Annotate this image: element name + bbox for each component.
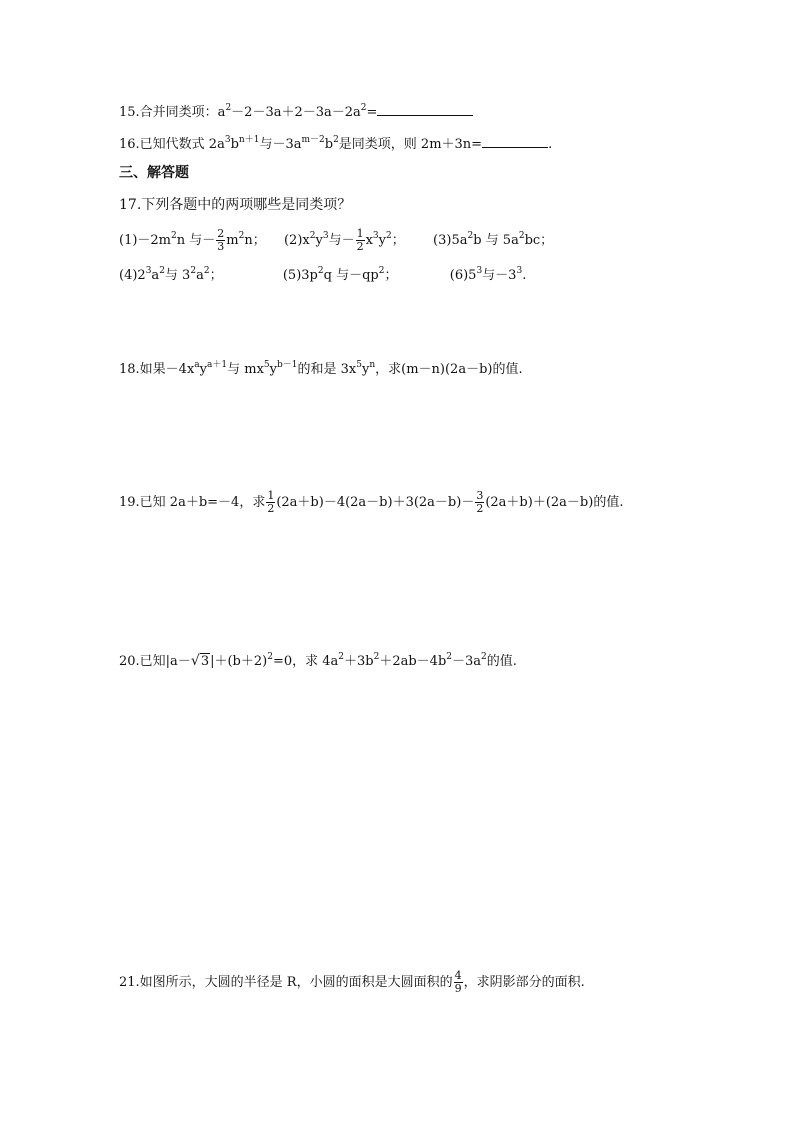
text: ，求阴影部分的面积.: [463, 975, 585, 990]
text: y: [361, 362, 370, 377]
text: (4)2: [119, 268, 146, 283]
q16-text: b: [324, 137, 334, 152]
text: (1)－2m: [119, 233, 172, 248]
exponent: b－1: [277, 360, 298, 370]
section-title: 三、解答题: [119, 165, 189, 181]
text: .: [522, 268, 527, 283]
text: ；: [209, 268, 223, 283]
question-15: [119, 101, 473, 123]
exponent: a＋1: [207, 360, 228, 370]
exponent: 5: [356, 360, 362, 370]
denominator: 3: [217, 240, 225, 253]
q17-item-6: [450, 268, 527, 283]
text: =0，求 4a: [272, 654, 339, 669]
q17-stem-text: 17.下列各题中的两项哪些是同类项？: [119, 197, 352, 213]
text: 的值.: [486, 654, 517, 669]
fraction: [475, 490, 484, 515]
answer-blank[interactable]: [482, 133, 548, 148]
radicand: 3: [200, 654, 210, 669]
question-17-row2: [119, 266, 526, 286]
exponent: 3: [322, 231, 329, 241]
exponent: 2: [267, 652, 273, 662]
numerator: 4: [454, 969, 462, 982]
exponent: 3: [476, 266, 483, 276]
q16-text: .: [548, 137, 553, 152]
text: y: [199, 362, 208, 377]
exponent: 3: [372, 231, 379, 241]
q15-text: 15.合并同类项：a: [119, 105, 226, 120]
q15-text: －2－3a＋2－3a－2a: [231, 105, 361, 120]
exponent: 2: [386, 231, 392, 241]
exponent: 2: [203, 266, 210, 276]
denominator: 2: [356, 240, 364, 253]
text: 的和是 3x: [297, 362, 357, 377]
exponent: 2: [338, 652, 345, 662]
text: 与－: [328, 233, 355, 248]
text: (5)3p: [282, 268, 318, 283]
q16-text: 是同类项，则 2m＋3n=: [338, 137, 483, 152]
exponent: 2: [467, 231, 474, 241]
text: n；: [244, 233, 266, 248]
exponent: 3: [516, 266, 523, 276]
exponent: n: [369, 360, 376, 370]
question-17-row1: [119, 228, 553, 253]
text: (6)5: [449, 268, 477, 283]
exponent: 2: [481, 652, 487, 662]
sqrt-symbol: [191, 652, 210, 672]
q16-text: 16.已知代数式 2a: [119, 137, 225, 152]
exponent: 2: [225, 103, 232, 113]
text: a: [196, 268, 204, 283]
text: y: [315, 233, 323, 248]
exponent: 2: [360, 103, 367, 113]
q17-item-2: [283, 227, 405, 253]
text: 与 mx: [227, 362, 264, 377]
text: ；: [384, 268, 398, 283]
exponent: 2: [159, 266, 165, 276]
text: 20.已知|a－: [119, 654, 191, 669]
text: bc；: [524, 233, 554, 248]
exponent: 2: [373, 652, 380, 662]
exponent: 2: [309, 231, 316, 241]
text: (2a＋b)－4(2a－b)＋3(2a－b)－: [276, 495, 475, 510]
text: q 与－qp: [323, 268, 379, 283]
exponent: 2: [333, 135, 339, 145]
text: m: [226, 233, 239, 248]
q15-text: =: [366, 105, 378, 120]
text: a: [151, 268, 160, 283]
q16-text: b: [230, 137, 239, 152]
question-19: [119, 490, 623, 515]
text: 19.已知 2a＋b=－4，求: [119, 495, 266, 510]
question-16: [119, 133, 552, 155]
text: 18.如果－4x: [119, 362, 195, 377]
exponent: a: [194, 360, 200, 370]
numerator: 1: [356, 227, 364, 240]
q16-text: 与－3a: [259, 137, 302, 152]
text: －3a: [452, 654, 482, 669]
denominator: 2: [476, 502, 484, 515]
numerator: 1: [267, 489, 275, 502]
q17-item-4: [119, 268, 223, 283]
fraction: [266, 490, 275, 515]
q17-item-5: [283, 268, 398, 283]
fraction: [356, 228, 365, 253]
exponent: 2: [446, 652, 453, 662]
numerator: 2: [217, 227, 225, 240]
exponent: 2: [190, 266, 197, 276]
answer-blank[interactable]: [377, 101, 473, 116]
fraction: [216, 228, 225, 253]
text: 21.如图所示，大圆的半径是 R，小圆的面积是大圆面积的: [119, 975, 453, 990]
exponent: 3: [145, 266, 152, 276]
text: (2)x: [283, 233, 310, 248]
numerator: 3: [476, 489, 484, 502]
text: ＋3b: [344, 654, 374, 669]
exponent: 2: [317, 266, 324, 276]
q17-item-1: [119, 227, 266, 253]
text: 与 3: [164, 268, 191, 283]
text: ；: [391, 233, 405, 248]
exponent: 2: [378, 266, 385, 276]
text: y: [269, 362, 277, 377]
exponent: n＋1: [238, 135, 260, 145]
exponent: 2: [171, 231, 177, 241]
question-18: [119, 360, 523, 380]
text: b 与 5a: [473, 233, 519, 248]
text: ，求(m－n)(2a－b)的值.: [375, 362, 523, 377]
exponent: 3: [224, 135, 231, 145]
fraction: [454, 970, 463, 995]
denominator: 2: [267, 502, 275, 515]
question-17-stem: [119, 195, 351, 215]
question-20: [119, 652, 517, 672]
text: (3)5a: [433, 233, 468, 248]
question-21: [119, 970, 585, 995]
exponent: 2: [238, 231, 245, 241]
text: 与－3: [482, 268, 517, 283]
text: ＋2ab－4b: [379, 654, 447, 669]
q17-item-3: [433, 233, 553, 248]
exponent: m－2: [301, 135, 325, 145]
text: x: [365, 233, 373, 248]
denominator: 9: [454, 982, 462, 995]
text: (2a＋b)＋(2a－b)的值.: [485, 495, 624, 510]
section-heading: [119, 163, 189, 183]
text: n 与－: [176, 233, 216, 248]
exponent: 5: [263, 360, 270, 370]
exponent: 2: [518, 231, 525, 241]
text: y: [378, 233, 387, 248]
text: |＋(b＋2): [210, 654, 268, 669]
